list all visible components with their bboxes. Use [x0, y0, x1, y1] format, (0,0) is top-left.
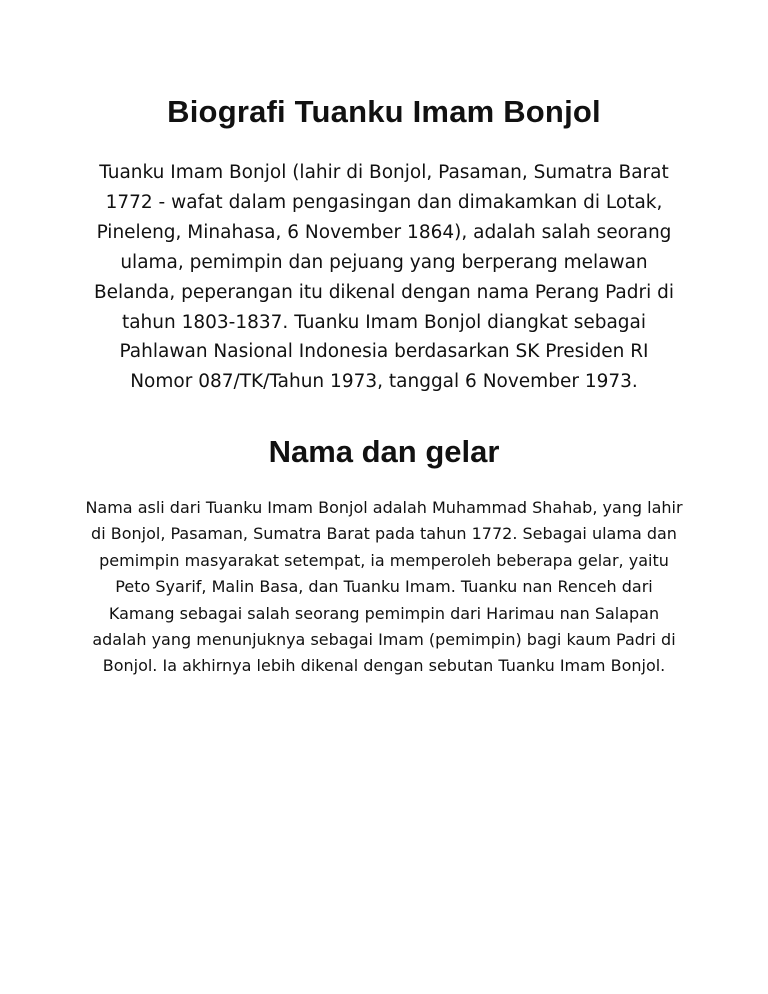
page-title: Biografi Tuanku Imam Bonjol: [167, 94, 601, 129]
section-heading: Nama dan gelar: [268, 434, 500, 469]
intro-paragraph: Tuanku Imam Bonjol (lahir di Bonjol, Pasaman, Sumatra Barat 1772 - wafat dalam pengasingan dan dimakamkan di Lotak, Pineleng, Minahasa, 6 November 1864), adalah salah seorang ulama, pemimpin dan pejuang yang berperang melawan Belanda, peperangan itu dikenal dengan nama Perang Padri di tahun 1803-1837. Tuanku Imam Bonjol diangkat sebagai Pahlawan Nasional Indonesia berdasarkan SK Presiden RI Nomor 087/TK/Tahun 1973, tanggal 6 November 1973.: [93, 162, 675, 393]
section-paragraph: Nama asli dari Tuanku Imam Bonjol adalah Muhammad Shahab, yang lahir di Bonjol, Pasaman, Sumatra Barat pada tahun 1772. Sebagai ulama dan pemimpin masyarakat setempat, ia memperoleh beberapa gelar, yaitu Peto Syarif, Malin Basa, dan Tuanku Imam. Tuanku nan Renceh dari Kamang sebagai salah seorang pemimpin dari Harimau nan Salapan adalah yang menunjuknya sebagai Imam (pemimpin) bagi kaum Padri di Bonjol. Ia akhirnya lebih dikenal dengan sebutan Tuanku Imam Bonjol.: [85, 498, 683, 676]
